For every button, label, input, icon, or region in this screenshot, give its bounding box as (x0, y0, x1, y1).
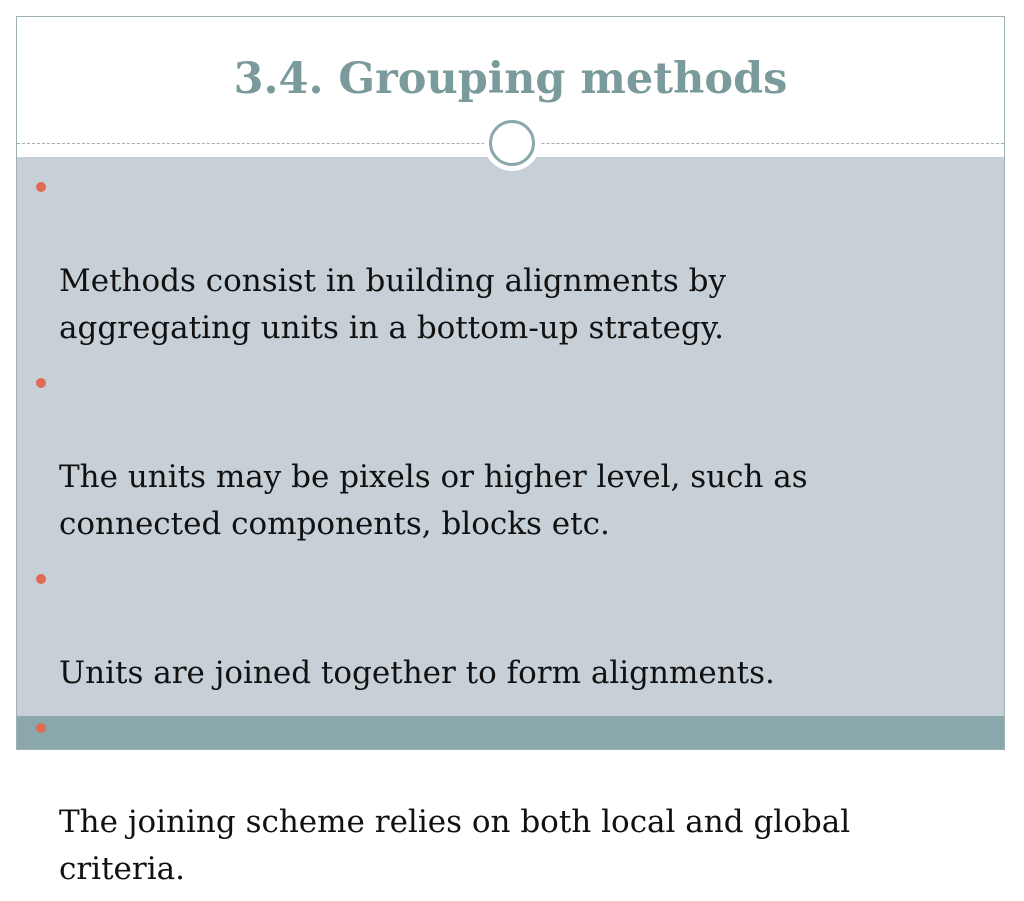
bullet-text: Units are joined together to form alignments. (59, 655, 775, 691)
bullet-dot-icon (36, 378, 46, 388)
bullet-text: The joining scheme relies on both local and global criteria. (59, 804, 851, 887)
bullet-item (36, 360, 936, 548)
bullet-dot-icon (36, 182, 46, 192)
bullet-item (36, 705, 936, 893)
bullet-item (36, 556, 936, 697)
bullet-text: Methods consist in building alignments by aggregating units in a bottom-up strategy. (59, 263, 727, 346)
bullet-text: The units may be pixels or higher level, such as connected components, blocks etc. (59, 459, 808, 542)
bullet-item (36, 164, 936, 352)
slide-title: 3.4. Grouping methods (233, 54, 788, 104)
bullet-dot-icon (36, 574, 46, 584)
bullet-list (36, 164, 936, 901)
bullet-dot-icon (36, 723, 46, 733)
circle-ring-icon (484, 115, 540, 171)
circle-ring-inner (489, 120, 535, 166)
